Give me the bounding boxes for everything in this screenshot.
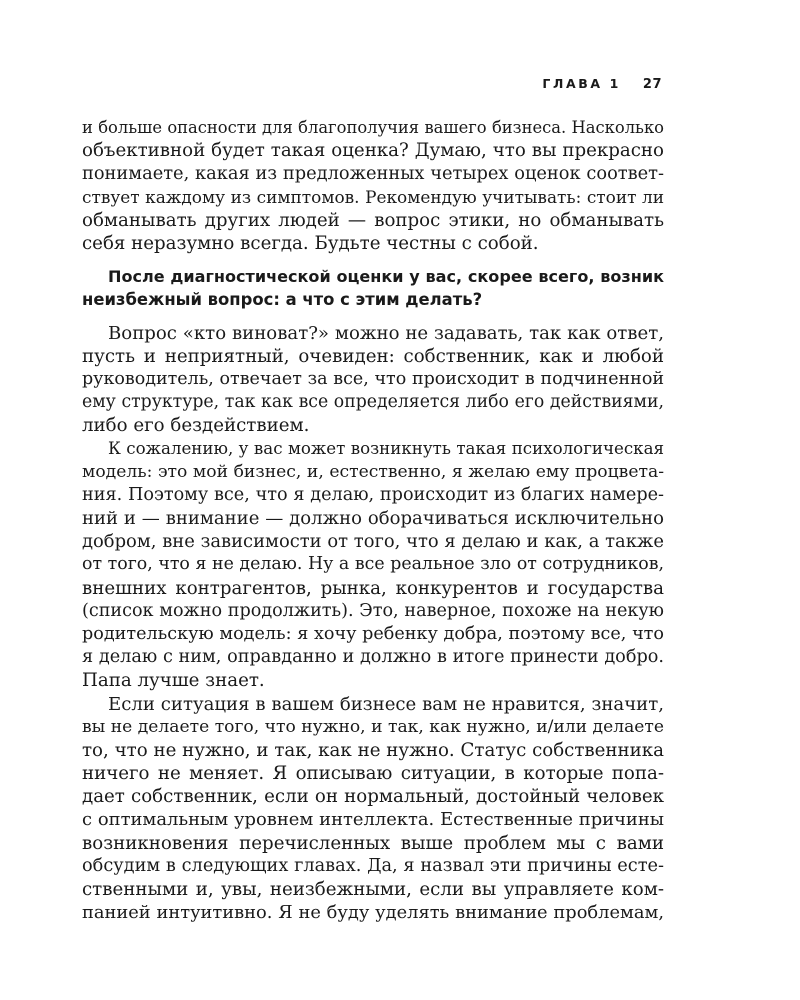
- text-line: обсудим в следующих главах. Да, я назвал эти причины есте-: [82, 855, 664, 876]
- text-line: от того, что я не делаю. Ну а все реальное зло от сотрудников,: [82, 554, 664, 575]
- page-body: [82, 116, 664, 924]
- text-line: понимаете, какая из предложенных четырех оценок соответ-: [82, 163, 664, 185]
- text-line: объективной будет такая оценка? Думаю, что вы прекрасно: [82, 140, 664, 162]
- paragraph: [82, 116, 664, 255]
- text-line: либо его бездействием.: [82, 415, 310, 437]
- text-line: руководитель, отвечает за все, что происходит в подчиненной: [82, 368, 664, 389]
- text-line: (список можно продолжить). Это, наверное, похоже на некую: [82, 600, 664, 621]
- text-line: возникновения перечисленных выше проблем мы с вами: [82, 832, 664, 854]
- text-line: неизбежный вопрос: а что с этим делать?: [82, 290, 483, 310]
- text-line: модель: это мой бизнес, и, естественно, я желаю ему процвета-: [82, 461, 664, 482]
- text-line: пусть и неприятный, очевиден: собственник, как и любой: [82, 345, 664, 367]
- text-line: с оптимальным уровнем интеллекта. Естественные причины: [82, 809, 664, 831]
- text-line: вы не делаете того, что нужно, и так, как нужно, и/или делаете: [82, 716, 664, 737]
- subheading: [82, 265, 664, 311]
- text-line: я делаю с ним, оправданно и должно в итоге принести добро.: [82, 647, 664, 668]
- text-line: Вопрос «кто виноват?» можно не задавать, так как ответ,: [108, 322, 664, 344]
- text-line: ему структуре, так как все определяется либо его действиями,: [82, 392, 664, 413]
- text-line: ний и — внимание — должно оборачиваться исключительно: [82, 508, 664, 529]
- page-number: 27: [642, 77, 662, 92]
- text-line: внешних контрагентов, рынка, конкурентов и государства: [82, 577, 664, 599]
- text-line: обманывать других людей — вопрос этики, но обманывать: [82, 209, 664, 231]
- text-line: то, что не нужно, и так, как не нужно. Статус собственника: [82, 739, 664, 761]
- text-line: ничего не меняет. Я описываю ситуации, в которые попа-: [82, 763, 664, 785]
- text-line: Папа лучше знает.: [82, 670, 265, 692]
- running-head: [542, 76, 662, 92]
- paragraph: [82, 437, 664, 692]
- text-line: ния. Поэтому все, что я делаю, происходит из благих намере-: [82, 484, 664, 505]
- text-line: родительскую модель: я хочу ребенку добра, поэтому все, что: [82, 623, 664, 644]
- text-line: После диагностической оценки у вас, скорее всего, возник: [108, 267, 664, 287]
- text-line: панией интуитивно. Я не буду уделять внимание проблемам,: [82, 902, 664, 924]
- chapter-label: ГЛАВА 1: [542, 76, 621, 91]
- text-line: добром, вне зависимости от того, что я делаю и как, а также: [82, 531, 664, 553]
- paragraph: [82, 322, 664, 438]
- text-line: себя неразумно всегда. Будьте честны с собой.: [82, 232, 539, 254]
- text-line: ственными и, увы, неизбежными, если вы управляете ком-: [82, 879, 664, 900]
- text-line: К сожалению, у вас может возникнуть такая психологическая: [108, 439, 664, 459]
- text-line: и больше опасности для благополучия вашего бизнеса. Насколько: [82, 118, 664, 137]
- paragraph: [82, 693, 664, 925]
- text-line: ствует каждому из симптомов. Рекомендую учитывать: стоит ли: [82, 186, 664, 207]
- text-line: дает собственник, если он нормальный, достойный человек: [82, 786, 664, 808]
- text-line: Если ситуация в вашем бизнесе вам не нравится, значит,: [108, 693, 664, 715]
